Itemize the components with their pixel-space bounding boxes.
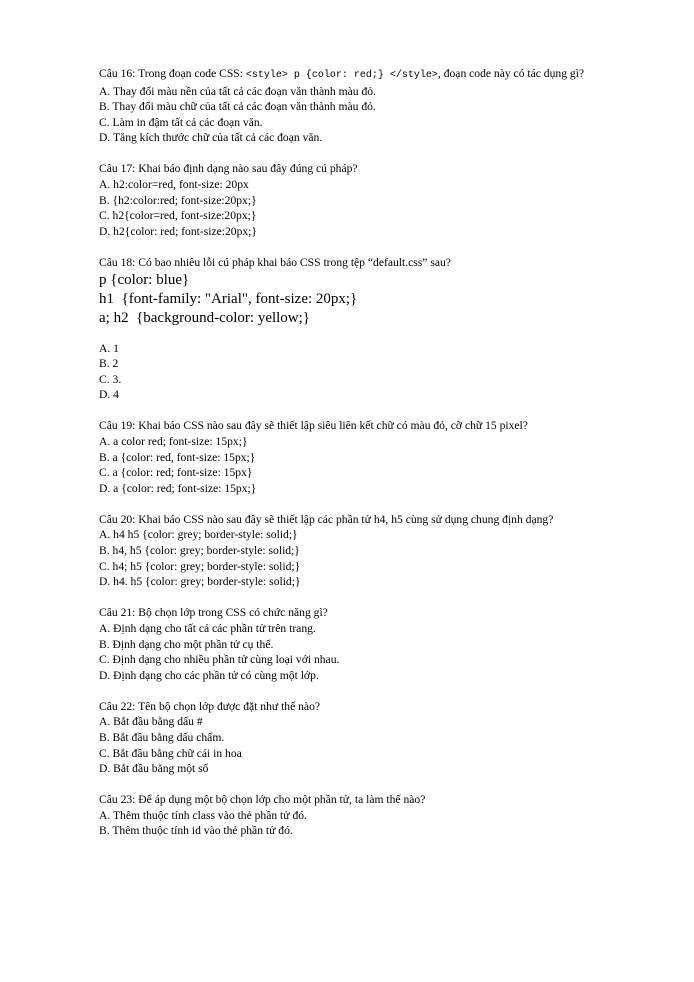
option-d: D. Định dạng cho các phần tử có cùng một lớp. [99,668,319,682]
option-d: D. a {color: red; font-size: 15px;} [99,481,257,495]
question-stem [99,66,639,84]
option-c: C. Làm in đậm tất cả các đoạn văn. [99,115,263,129]
option-a: A. h4 h5 {color: grey; border-style: solid;} [99,528,298,542]
option-d: D. Tăng kích thước chữ của tất cả các đoạn văn. [99,131,323,145]
css-code-block [99,271,639,328]
option-c: C. 3. [99,372,122,386]
question-stem: Câu 22: Tên bộ chọn lớp được đặt như thế nào? [99,699,321,713]
option-c: C. Định dạng cho nhiều phần tử cùng loại với nhau. [99,653,340,667]
option-b: B. Thêm thuộc tính id vào thẻ phần tử đó. [99,824,293,838]
option-d: D. 4 [99,388,119,402]
option-a: A. 1 [99,341,119,355]
question-list [99,66,639,855]
question-stem: Câu 17: Khai báo định dạng nào sau đây đúng cú pháp? [99,162,358,176]
question-22 [99,699,639,777]
question-stem: Câu 19: Khai báo CSS nào sau đây sẽ thiết lập siêu liên kết chữ có màu đỏ, cỡ chữ 15 pixel? [99,419,528,433]
option-b: B. Bắt đầu bằng dấu chấm. [99,731,225,744]
option-d: D. h4. h5 {color: grey; border-style: solid;} [99,575,301,589]
question-20 [99,512,639,590]
option-b: B. {h2:color:red; font-size:20px;} [99,193,257,207]
option-a: A. h2:color=red, font-size: 20px [99,178,249,192]
question-stem: Câu 20: Khai báo CSS nào sau đây sẽ thiết lập các phần tử h4, h5 cùng sử dụng chung định dạng? [99,512,554,526]
question-stem: Câu 23: Để áp dụng một bộ chọn lớp cho một phần tử, ta làm thế nào? [99,793,426,807]
stem-text: , đoạn code này có tác dụng gì? [437,67,585,80]
question-16 [99,66,639,146]
code-line: h1 {font-family: "Arial", font-size: 20px;} [99,290,358,307]
spacer [99,328,639,341]
option-b: B. Thay đổi màu chữ của tất cả các đoạn văn thành màu đỏ. [99,100,376,114]
option-d: D. Bắt đầu bằng một số [99,762,209,776]
question-21 [99,605,639,683]
question-19 [99,418,639,496]
option-a: A. a color red; font-size: 15px;} [99,435,248,448]
option-a: A. Bắt đầu bằng dấu # [99,715,203,729]
option-b: B. h4, h5 {color: grey; border-style: solid;} [99,544,300,558]
code-line: p {color: blue} [99,271,190,288]
code-line: a; h2 {background-color: yellow;} [99,309,311,326]
option-c: C. a {color: red; font-size: 15px} [99,466,253,480]
option-d: D. h2{color: red; font-size:20px;} [99,224,257,238]
question-stem: Câu 18: Có bao nhiêu lỗi cú pháp khai báo CSS trong tệp “default.css” sau? [99,255,451,269]
option-c: C. Bắt đầu bằng chữ cái in hoa [99,746,242,760]
inline-code: <style> p {color: red;} </style> [245,70,438,81]
option-b: B. 2 [99,357,119,371]
question-18 [99,255,639,403]
option-c: C. h2{color=red, font-size:20px;} [99,209,257,223]
option-c: C. h4; h5 {color: grey; border-style: solid;} [99,559,301,573]
option-b: B. Định dạng cho một phần tử cụ thể. [99,637,274,651]
question-23 [99,792,639,839]
question-stem: Câu 21: Bộ chọn lớp trong CSS có chức năng gì? [99,606,328,620]
option-a: A. Định dạng cho tất cả các phần tử trên trang. [99,621,316,635]
option-a: A. Thay đổi màu nền của tất cả các đoạn văn thành màu đỏ. [99,84,376,98]
question-17 [99,161,639,239]
option-a: A. Thêm thuộc tính class vào thẻ phần tử đó. [99,808,307,822]
option-b: B. a {color: red, font-size: 15px;} [99,450,256,464]
stem-text: Câu 16: Trong đoạn code CSS: [99,67,246,80]
